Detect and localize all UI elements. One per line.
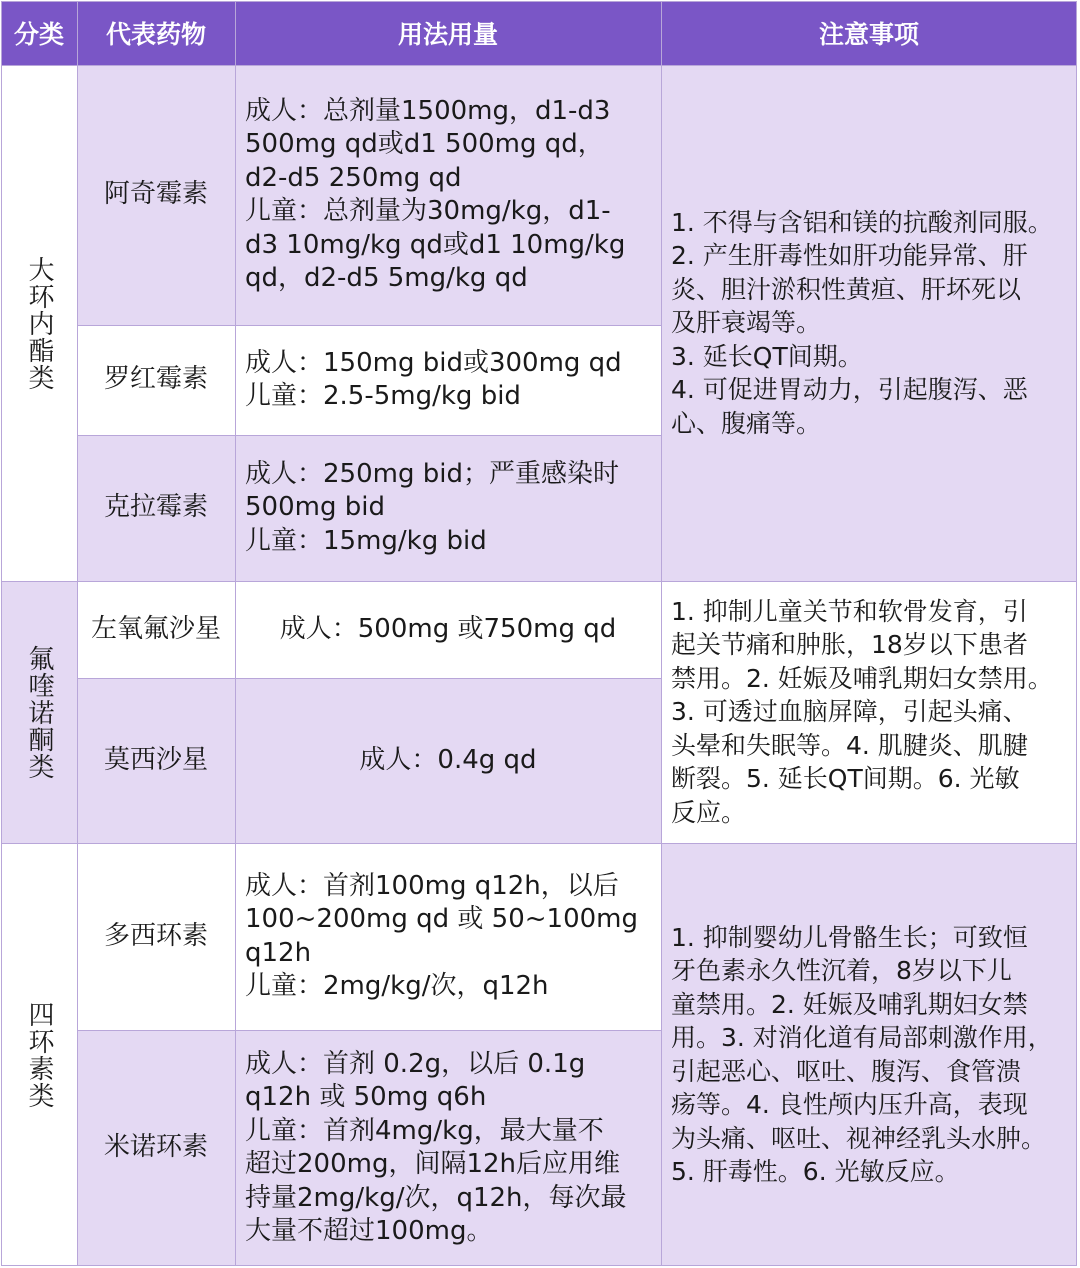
row-divider	[77, 1030, 661, 1031]
drug-name: 多西环素	[103, 920, 208, 951]
row-divider	[77, 435, 661, 436]
notes-cell	[661, 843, 1077, 1266]
drug-table	[1, 1, 1077, 1266]
drug-name-cell	[77, 435, 235, 581]
drug-name: 克拉霉素	[103, 492, 208, 523]
row-divider	[1, 65, 1077, 66]
header-category: 分类	[1, 1, 77, 65]
header-notes: 注意事项	[661, 1, 1077, 65]
column-divider	[235, 1, 236, 1266]
header-drug: 代表药物	[77, 1, 235, 65]
usage-text: 成人：0.4g qd	[359, 744, 537, 775]
notes-text: 1. 不得与含铝和镁的抗酸剂同服。 2. 产生肝毒性如肝功能异常、肝 炎、胆汁淤积性黄疸、肝坏死以 及肝衰竭等。 3. 延长QT间期。 4. 可促进胃动力，引起腹泻、恶 心、腹痛等。	[671, 207, 1053, 438]
usage-cell	[235, 435, 661, 581]
notes-text: 1. 抑制婴幼儿骨骼生长；可致恒 牙色素永久性沉着，8岁以下儿 童禁用。2. 妊娠及哺乳期妇女禁 用。3. 对消化道有局部刺激作用， 引起恶心、呕吐、腹泻、食管溃 疡等。4. 良性颅内压升高，表现 为头痛、呕吐、视神经乳头水肿。 5. 肝毒性。6. 光敏反应。	[671, 922, 1053, 1186]
usage-cell	[235, 65, 661, 325]
usage-text: 成人：首剂 0.2g，以后 0.1g q12h 或 50mg q6h 儿童：首剂4mg/kg，最大量不 超过200mg，间隔12h后应用维 持量2mg/kg/次，q12h，每次最 大量不超过100mg。	[245, 1048, 627, 1246]
category-cell	[1, 65, 77, 581]
usage-text: 成人：500mg 或750mg qd	[279, 613, 617, 644]
category-label: 四环素类	[24, 1000, 54, 1109]
drug-name-cell	[77, 843, 235, 1030]
drug-name-cell	[77, 581, 235, 678]
drug-name-cell	[77, 1030, 235, 1266]
drug-name-cell	[77, 65, 235, 325]
drug-name: 阿奇霉素	[103, 179, 208, 210]
category-cell	[1, 581, 77, 843]
usage-cell	[235, 843, 661, 1030]
usage-text: 成人：首剂100mg q12h，以后 100~200mg qd 或 50~100mg q12h 儿童：2mg/kg/次，q12h	[245, 870, 638, 1001]
drug-name: 罗红霉素	[103, 364, 208, 395]
notes-text: 1. 抑制儿童关节和软骨发育，引 起关节痛和肿胀，18岁以下患者 禁用。2. 妊娠及哺乳期妇女禁用。 3. 可透过血脑屏障，引起头痛、 头晕和失眠等。4. 肌腱炎、肌腱 断裂。5. 延长QT间期。6. 光敏 反应。	[671, 596, 1053, 827]
category-cell	[1, 843, 77, 1266]
usage-text: 成人：150mg bid或300mg qd 儿童：2.5-5mg/kg bid	[245, 347, 622, 411]
row-divider	[1, 843, 1077, 844]
row-divider	[77, 678, 661, 679]
notes-cell	[661, 65, 1077, 581]
row-divider	[77, 325, 661, 326]
drug-name: 左氧氟沙星	[90, 613, 221, 644]
drug-name-cell	[77, 325, 235, 435]
drug-name-cell	[77, 678, 235, 843]
column-divider	[77, 1, 78, 1266]
drug-name: 米诺环素	[103, 1132, 208, 1163]
usage-text: 成人：250mg bid；严重感染时 500mg bid 儿童：15mg/kg bid	[245, 458, 619, 556]
category-label: 氟喹诺酮类	[24, 644, 54, 780]
header-usage: 用法用量	[235, 1, 661, 65]
category-label: 大环内酯类	[24, 255, 54, 391]
row-divider	[1, 581, 1077, 582]
usage-cell	[235, 678, 661, 843]
usage-cell	[235, 325, 661, 435]
usage-cell	[235, 1030, 661, 1266]
usage-text: 成人：总剂量1500mg，d1-d3 500mg qd或d1 500mg qd， d2-d5 250mg qd 儿童：总剂量为30mg/kg，d1- d3 10mg/kg qd或d1 10mg/kg qd，d2-d5 5mg/kg qd	[245, 95, 626, 293]
usage-cell	[235, 581, 661, 678]
notes-cell	[661, 581, 1077, 843]
column-divider	[661, 1, 662, 1266]
drug-name: 莫西沙星	[103, 744, 208, 775]
